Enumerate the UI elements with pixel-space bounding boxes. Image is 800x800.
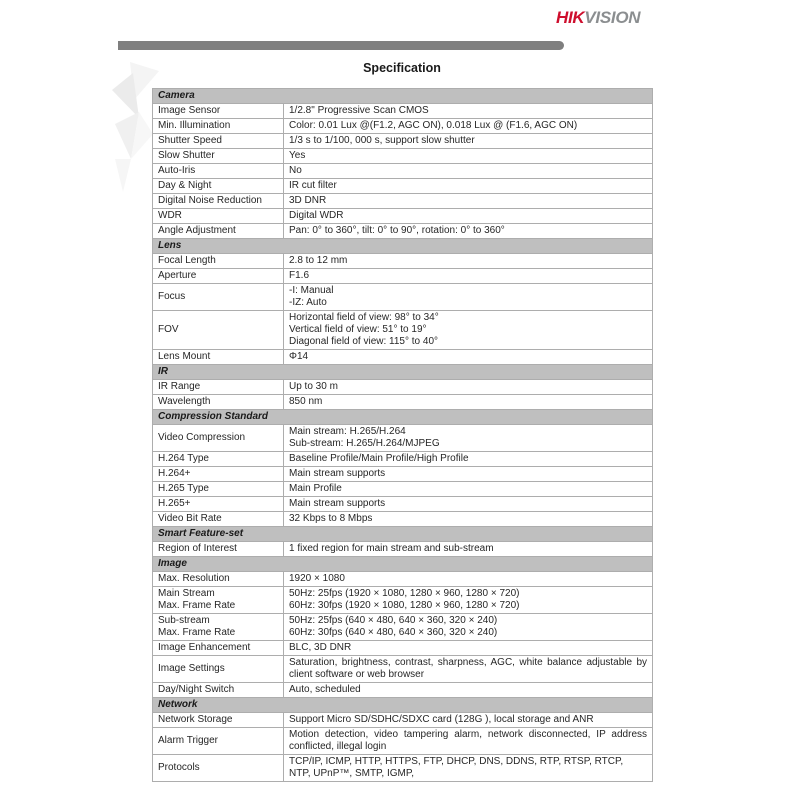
spec-row-slow-shutter (153, 149, 653, 164)
spec-label-wavelength: Wavelength (153, 395, 284, 410)
spec-label-h-264-type: H.264 Type (153, 452, 284, 467)
logo-vision-text: VISION (584, 8, 641, 27)
spec-label-ir-range: IR Range (153, 380, 284, 395)
spec-value-shutter-speed: 1/3 s to 1/100, 000 s, support slow shutter (284, 134, 653, 149)
spec-row-day-night-switch (153, 683, 653, 698)
spec-value-digital-noise-reduction: 3D DNR (284, 194, 653, 209)
spec-value-protocols: TCP/IP, ICMP, HTTP, HTTPS, FTP, DHCP, DNS, DDNS, RTP, RTSP, RTCP, NTP, UPnP™, SMTP, IGMP, (284, 755, 653, 782)
spec-value-auto-iris: No (284, 164, 653, 179)
spec-label-digital-noise-reduction: Digital Noise Reduction (153, 194, 284, 209)
spec-value-region-of-interest: 1 fixed region for main stream and sub-stream (284, 542, 653, 557)
spec-row-focal-length (153, 254, 653, 269)
spec-row-region-of-interest (153, 542, 653, 557)
spec-label-image-sensor: Image Sensor (153, 104, 284, 119)
section-row-compression-standard (153, 410, 653, 425)
logo-hik-text: HIK (556, 8, 585, 27)
section-header-lens: Lens (153, 239, 653, 254)
section-header-camera: Camera (153, 89, 653, 104)
spec-label-auto-iris: Auto-Iris (153, 164, 284, 179)
spec-label-image-enhancement: Image Enhancement (153, 641, 284, 656)
spec-label-protocols: Protocols (153, 755, 284, 782)
spec-value-day-night: IR cut filter (284, 179, 653, 194)
section-header-network: Network (153, 698, 653, 713)
spec-value-ir-range: Up to 30 m (284, 380, 653, 395)
spec-row-h-264-type (153, 452, 653, 467)
spec-row-wdr (153, 209, 653, 224)
spec-value-network-storage: Support Micro SD/SDHC/SDXC card (128G ), local storage and ANR (284, 713, 653, 728)
spec-label-lens-mount: Lens Mount (153, 350, 284, 365)
spec-value-image-enhancement: BLC, 3D DNR (284, 641, 653, 656)
spec-row-sub-stream (153, 614, 653, 641)
spec-label-day-night-switch: Day/Night Switch (153, 683, 284, 698)
spec-label-slow-shutter: Slow Shutter (153, 149, 284, 164)
spec-label-min-illumination: Min. Illumination (153, 119, 284, 134)
spec-value-lens-mount: Φ14 (284, 350, 653, 365)
spec-label-h-265: H.265+ (153, 497, 284, 512)
spec-value-wavelength: 850 nm (284, 395, 653, 410)
spec-value-slow-shutter: Yes (284, 149, 653, 164)
spec-row-network-storage (153, 713, 653, 728)
spec-row-auto-iris (153, 164, 653, 179)
section-row-image (153, 557, 653, 572)
spec-row-max-resolution (153, 572, 653, 587)
spec-row-video-compression (153, 425, 653, 452)
spec-value-wdr: Digital WDR (284, 209, 653, 224)
spec-row-shutter-speed (153, 134, 653, 149)
section-header-compression-standard: Compression Standard (153, 410, 653, 425)
spec-value-focal-length: 2.8 to 12 mm (284, 254, 653, 269)
spec-row-aperture (153, 269, 653, 284)
section-row-network (153, 698, 653, 713)
section-header-image: Image (153, 557, 653, 572)
hikvision-logo (556, 8, 640, 28)
section-row-smart-feature-set (153, 527, 653, 542)
spec-row-h-265-type (153, 482, 653, 497)
spec-value-h-264: Main stream supports (284, 467, 653, 482)
spec-label-focal-length: Focal Length (153, 254, 284, 269)
spec-label-h-265-type: H.265 Type (153, 482, 284, 497)
spec-value-h-264-type: Baseline Profile/Main Profile/High Profile (284, 452, 653, 467)
spec-label-angle-adjustment: Angle Adjustment (153, 224, 284, 239)
spec-label-video-bit-rate: Video Bit Rate (153, 512, 284, 527)
spec-row-lens-mount (153, 350, 653, 365)
spec-value-video-compression: Main stream: H.265/H.264 Sub-stream: H.265/H.264/MJPEG (284, 425, 653, 452)
spec-row-h-265 (153, 497, 653, 512)
section-row-camera (153, 89, 653, 104)
spec-label-region-of-interest: Region of Interest (153, 542, 284, 557)
spec-label-focus: Focus (153, 284, 284, 311)
section-row-lens (153, 239, 653, 254)
spec-label-video-compression: Video Compression (153, 425, 284, 452)
specification-table (152, 88, 653, 782)
section-header-smart-feature-set: Smart Feature-set (153, 527, 653, 542)
spec-row-fov (153, 311, 653, 350)
spec-value-main-stream: 50Hz: 25fps (1920 × 1080, 1280 × 960, 1280 × 720) 60Hz: 30fps (1920 × 1080, 1280 × 960, 1280 × 720) (284, 587, 653, 614)
spec-value-focus: -I: Manual -IZ: Auto (284, 284, 653, 311)
spec-label-max-resolution: Max. Resolution (153, 572, 284, 587)
header-divider-bar (118, 41, 564, 50)
spec-value-image-settings: Saturation, brightness, contrast, sharpness, AGC, white balance adjustable by client software or web browser (284, 656, 653, 683)
spec-value-h-265-type: Main Profile (284, 482, 653, 497)
spec-row-alarm-trigger (153, 728, 653, 755)
spec-row-day-night (153, 179, 653, 194)
spec-value-min-illumination: Color: 0.01 Lux @(F1.2, AGC ON), 0.018 Lux @ (F1.6, AGC ON) (284, 119, 653, 134)
spec-label-image-settings: Image Settings (153, 656, 284, 683)
spec-row-protocols (153, 755, 653, 782)
spec-label-h-264: H.264+ (153, 467, 284, 482)
page-title: Specification (363, 61, 441, 75)
spec-label-network-storage: Network Storage (153, 713, 284, 728)
spec-value-h-265: Main stream supports (284, 497, 653, 512)
spec-value-sub-stream: 50Hz: 25fps (640 × 480, 640 × 360, 320 × 240) 60Hz: 30fps (640 × 480, 640 × 360, 320 × 240) (284, 614, 653, 641)
spec-row-main-stream (153, 587, 653, 614)
spec-value-alarm-trigger: Motion detection, video tampering alarm, network disconnected, IP address conflicted, illegal login (284, 728, 653, 755)
spec-value-aperture: F1.6 (284, 269, 653, 284)
spec-value-max-resolution: 1920 × 1080 (284, 572, 653, 587)
specification-table-body (153, 89, 653, 782)
spec-label-shutter-speed: Shutter Speed (153, 134, 284, 149)
spec-label-fov: FOV (153, 311, 284, 350)
spec-value-angle-adjustment: Pan: 0° to 360°, tilt: 0° to 90°, rotation: 0° to 360° (284, 224, 653, 239)
section-row-ir (153, 365, 653, 380)
spec-label-alarm-trigger: Alarm Trigger (153, 728, 284, 755)
spec-value-day-night-switch: Auto, scheduled (284, 683, 653, 698)
spec-row-video-bit-rate (153, 512, 653, 527)
spec-label-main-stream: Main Stream Max. Frame Rate (153, 587, 284, 614)
spec-row-image-sensor (153, 104, 653, 119)
spec-row-h-264 (153, 467, 653, 482)
spec-row-image-settings (153, 656, 653, 683)
spec-row-wavelength (153, 395, 653, 410)
spec-row-min-illumination (153, 119, 653, 134)
spec-value-fov: Horizontal field of view: 98° to 34° Vertical field of view: 51° to 19° Diagonal field of view: 115° to 40° (284, 311, 653, 350)
spec-value-video-bit-rate: 32 Kbps to 8 Mbps (284, 512, 653, 527)
section-header-ir: IR (153, 365, 653, 380)
spec-row-angle-adjustment (153, 224, 653, 239)
spec-value-image-sensor: 1/2.8" Progressive Scan CMOS (284, 104, 653, 119)
spec-row-digital-noise-reduction (153, 194, 653, 209)
spec-label-day-night: Day & Night (153, 179, 284, 194)
spec-label-wdr: WDR (153, 209, 284, 224)
spec-row-image-enhancement (153, 641, 653, 656)
spec-label-sub-stream: Sub-stream Max. Frame Rate (153, 614, 284, 641)
spec-row-ir-range (153, 380, 653, 395)
spec-label-aperture: Aperture (153, 269, 284, 284)
spec-row-focus (153, 284, 653, 311)
